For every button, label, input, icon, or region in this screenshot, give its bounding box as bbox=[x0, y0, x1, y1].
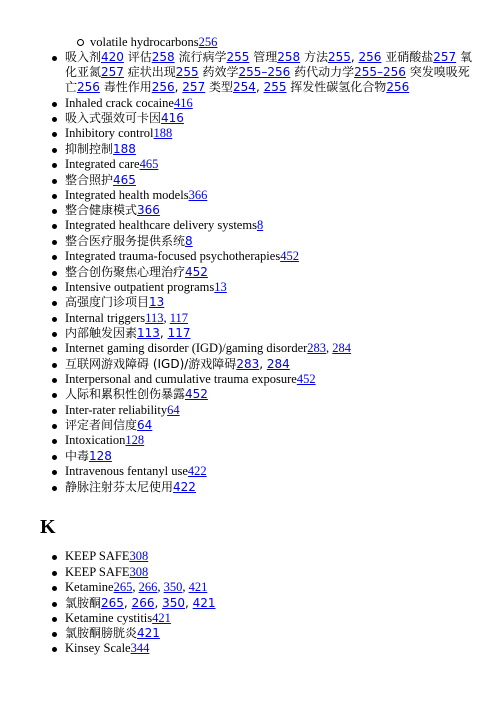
page-link[interactable]: 266 bbox=[131, 595, 155, 610]
index-entry bbox=[49, 641, 474, 657]
page-link[interactable]: 421 bbox=[192, 595, 216, 610]
sub-entry-list bbox=[74, 34, 474, 50]
page-link[interactable]: 366 bbox=[137, 203, 160, 218]
index-entry bbox=[49, 157, 474, 173]
entry-text: 方法 bbox=[300, 50, 328, 64]
index-entry bbox=[49, 203, 474, 218]
page-link[interactable]: 113 bbox=[145, 310, 164, 325]
entry-text: , bbox=[132, 580, 139, 594]
index-entry bbox=[49, 611, 474, 627]
entry-text: volatile hydrocarbons bbox=[90, 35, 199, 49]
page-link[interactable]: 421 bbox=[188, 580, 208, 594]
page-link[interactable]: 256 bbox=[77, 80, 100, 95]
index-entry bbox=[49, 96, 474, 112]
index-list-i bbox=[49, 50, 474, 495]
entry-text: 互联网游戏障碍 (IGD)/游戏障碍 bbox=[65, 356, 237, 371]
page-link[interactable]: 188 bbox=[153, 126, 173, 141]
entry-text: 评定者间信度 bbox=[65, 418, 138, 433]
page-link[interactable]: 420 bbox=[101, 50, 124, 64]
page-link[interactable]: 256 bbox=[151, 80, 175, 95]
entry-text: Integrated trauma-focused psychotherapies bbox=[65, 249, 281, 264]
page-link[interactable]: 188 bbox=[113, 141, 136, 156]
index-entry bbox=[49, 218, 474, 234]
entry-text: 药代动力学 bbox=[290, 65, 355, 80]
index-entry bbox=[49, 464, 474, 480]
index-entry bbox=[49, 173, 474, 188]
page-link[interactable]: 452 bbox=[296, 371, 316, 386]
page-link[interactable]: 13 bbox=[214, 279, 227, 294]
entry-text: 人际和累积性创伤暴露 bbox=[65, 387, 186, 402]
entry-text: Integrated care bbox=[65, 157, 140, 172]
entry-text: KEEP SAFE bbox=[65, 564, 130, 579]
page-link[interactable]: 257 bbox=[101, 65, 124, 80]
index-entry bbox=[49, 126, 474, 142]
index-entry bbox=[74, 34, 474, 50]
entry-text: Internal triggers bbox=[65, 310, 146, 325]
page-link[interactable]: 283 bbox=[236, 356, 260, 371]
index-entry bbox=[49, 372, 474, 388]
page-link[interactable]: 13 bbox=[149, 295, 165, 310]
page-link[interactable]: 64 bbox=[167, 402, 180, 417]
index-entry bbox=[49, 626, 474, 641]
entry-text: , bbox=[163, 310, 170, 325]
entry-text: 毒性作用 bbox=[99, 80, 152, 95]
entry-text: , bbox=[157, 580, 164, 594]
page-link[interactable]: 416 bbox=[161, 111, 184, 126]
entry-text: 氯胺酮膀胱炎 bbox=[65, 626, 138, 641]
page-link[interactable]: 284 bbox=[332, 341, 352, 356]
entry-text: , bbox=[350, 50, 359, 64]
page-link[interactable]: 266 bbox=[138, 580, 158, 594]
index-entry bbox=[49, 433, 474, 449]
entry-text: 评估 bbox=[123, 50, 152, 64]
entry-text: 整合创伤聚焦心理治疗 bbox=[65, 264, 186, 279]
page-link[interactable]: 255 bbox=[175, 65, 199, 80]
index-entry bbox=[49, 280, 474, 296]
page-link[interactable]: 258 bbox=[151, 50, 175, 64]
index-entry bbox=[49, 449, 474, 464]
entry-text: 管理 bbox=[249, 50, 278, 64]
entry-text: Ketamine cystitis bbox=[65, 610, 153, 625]
index-entry bbox=[49, 357, 474, 372]
index-entry bbox=[49, 549, 474, 565]
entry-text: KEEP SAFE bbox=[65, 549, 130, 563]
entry-text: 亚硝酸盐 bbox=[381, 50, 434, 64]
index-entry bbox=[49, 50, 474, 96]
entry-text: 静脉注射芬太尼使用 bbox=[65, 479, 174, 494]
entry-text: , bbox=[123, 595, 132, 610]
entry-text: , bbox=[326, 341, 333, 356]
page-link[interactable]: 117 bbox=[169, 310, 189, 325]
page-link[interactable]: 283 bbox=[307, 341, 327, 356]
page-link[interactable]: 350 bbox=[162, 595, 186, 610]
index-entry bbox=[49, 480, 474, 495]
entry-text: 突发嗅吸死亡 bbox=[65, 65, 470, 95]
entry-text: 整合医疗服务提供系统 bbox=[65, 233, 186, 248]
index-list-k bbox=[49, 549, 474, 657]
entry-text: 内部触发因素 bbox=[65, 326, 138, 341]
entry-text: 氯胺酮 bbox=[65, 595, 102, 610]
entry-text: Internet gaming disorder (IGD)/gaming disorder bbox=[65, 341, 308, 356]
entry-text: 氧化亚氮 bbox=[65, 50, 472, 80]
entry-text: 中毒 bbox=[65, 448, 90, 463]
page-link[interactable]: 284 bbox=[266, 356, 290, 371]
entry-text: Inhaled crack cocaine bbox=[65, 95, 174, 110]
page-link[interactable]: 254 bbox=[233, 80, 256, 95]
page-link[interactable]: 255 bbox=[263, 80, 287, 95]
index-entry bbox=[49, 326, 474, 341]
index-entry bbox=[49, 265, 474, 280]
entry-text: 流行病学 bbox=[174, 50, 227, 64]
page-link[interactable]: 113 bbox=[137, 326, 160, 341]
index-entry bbox=[49, 188, 474, 204]
index-entry bbox=[49, 142, 474, 157]
index-entry bbox=[49, 403, 474, 419]
entry-text: 抑制控制 bbox=[65, 141, 114, 156]
page-link[interactable]: 256 bbox=[358, 50, 382, 64]
index-entry bbox=[49, 580, 474, 596]
page-link[interactable]: 416 bbox=[173, 95, 193, 110]
entry-text: 整合健康模式 bbox=[65, 203, 138, 218]
page-link[interactable]: 8 bbox=[256, 218, 264, 233]
page-link[interactable]: 8 bbox=[185, 233, 193, 248]
page-link[interactable]: 257 bbox=[433, 50, 457, 64]
page-link[interactable]: 117 bbox=[167, 326, 191, 341]
entry-text: Intravenous fentanyl use bbox=[65, 464, 188, 479]
page-link[interactable]: 255–256 bbox=[354, 65, 406, 80]
page-link[interactable]: 265 bbox=[113, 580, 133, 594]
entry-text: 吸入剂 bbox=[65, 50, 102, 64]
entry-text: 挥发性碳氢化合物 bbox=[286, 80, 387, 95]
entry-text: Intensive outpatient programs bbox=[65, 279, 215, 294]
entry-text: 症状出现 bbox=[123, 65, 176, 80]
index-entry bbox=[49, 249, 474, 265]
page-link[interactable]: 128 bbox=[125, 433, 145, 448]
page-link[interactable]: 64 bbox=[137, 418, 153, 433]
entry-text: Inter-rater reliability bbox=[65, 402, 168, 417]
entry-text: Integrated healthcare delivery systems bbox=[65, 218, 257, 233]
page-link[interactable]: 308 bbox=[129, 549, 149, 563]
index-entry bbox=[49, 341, 474, 357]
entry-text: 药效学 bbox=[198, 65, 239, 80]
entry-text: Kinsey Scale bbox=[65, 641, 131, 656]
page-link[interactable]: 366 bbox=[188, 187, 208, 202]
entry-text: 高强度门诊项目 bbox=[65, 295, 150, 310]
page-link[interactable]: 421 bbox=[152, 610, 171, 625]
page-link[interactable]: 256 bbox=[386, 80, 410, 95]
entry-text: 整合照护 bbox=[65, 172, 114, 187]
section-heading-k: K bbox=[40, 516, 56, 538]
page-link[interactable]: 344 bbox=[130, 641, 150, 656]
index-entry bbox=[49, 234, 474, 249]
index-entry bbox=[49, 387, 474, 402]
page-link[interactable]: 257 bbox=[182, 80, 206, 95]
entry-text: , bbox=[174, 80, 183, 95]
page-link[interactable]: 421 bbox=[137, 626, 160, 641]
entry-text: , bbox=[259, 356, 267, 371]
entry-text: , bbox=[255, 80, 264, 95]
entry-text: Intoxication bbox=[65, 433, 126, 448]
entry-text: Interpersonal and cumulative trauma exposure bbox=[65, 371, 297, 386]
page-link[interactable]: 465 bbox=[113, 172, 136, 187]
page-link[interactable]: 422 bbox=[187, 464, 207, 479]
entry-text: , bbox=[154, 595, 163, 610]
entry-text: 类型 bbox=[205, 80, 234, 95]
entry-text: Inhibitory control bbox=[65, 126, 154, 141]
page-link[interactable]: 308 bbox=[129, 564, 149, 579]
entry-text: Ketamine bbox=[65, 580, 114, 594]
page-link[interactable]: 465 bbox=[139, 157, 159, 172]
page-link[interactable]: 256 bbox=[198, 35, 218, 49]
page-link[interactable]: 258 bbox=[277, 50, 301, 64]
page-link[interactable]: 452 bbox=[280, 249, 299, 264]
page-link[interactable]: 255 bbox=[226, 50, 250, 64]
page-link[interactable]: 255–256 bbox=[238, 65, 291, 80]
index-entry bbox=[49, 295, 474, 310]
entry-text: , bbox=[185, 595, 193, 610]
page-link[interactable]: 265 bbox=[101, 595, 124, 610]
index-entry bbox=[49, 596, 474, 611]
page-link[interactable]: 452 bbox=[185, 387, 208, 402]
index-entry bbox=[49, 311, 474, 327]
page-link[interactable]: 422 bbox=[173, 479, 196, 494]
page-link[interactable]: 350 bbox=[163, 580, 183, 594]
index-entry bbox=[49, 111, 474, 126]
page-link[interactable]: 128 bbox=[89, 448, 112, 463]
page-link[interactable]: 255 bbox=[327, 50, 351, 64]
entry-text: , bbox=[182, 580, 189, 594]
entry-text: Integrated health models bbox=[65, 187, 189, 202]
entry-text: 吸入式强效可卡因 bbox=[65, 111, 162, 126]
index-entry bbox=[49, 418, 474, 433]
entry-text: , bbox=[159, 326, 168, 341]
page-link[interactable]: 452 bbox=[185, 264, 208, 279]
index-entry bbox=[49, 565, 474, 581]
